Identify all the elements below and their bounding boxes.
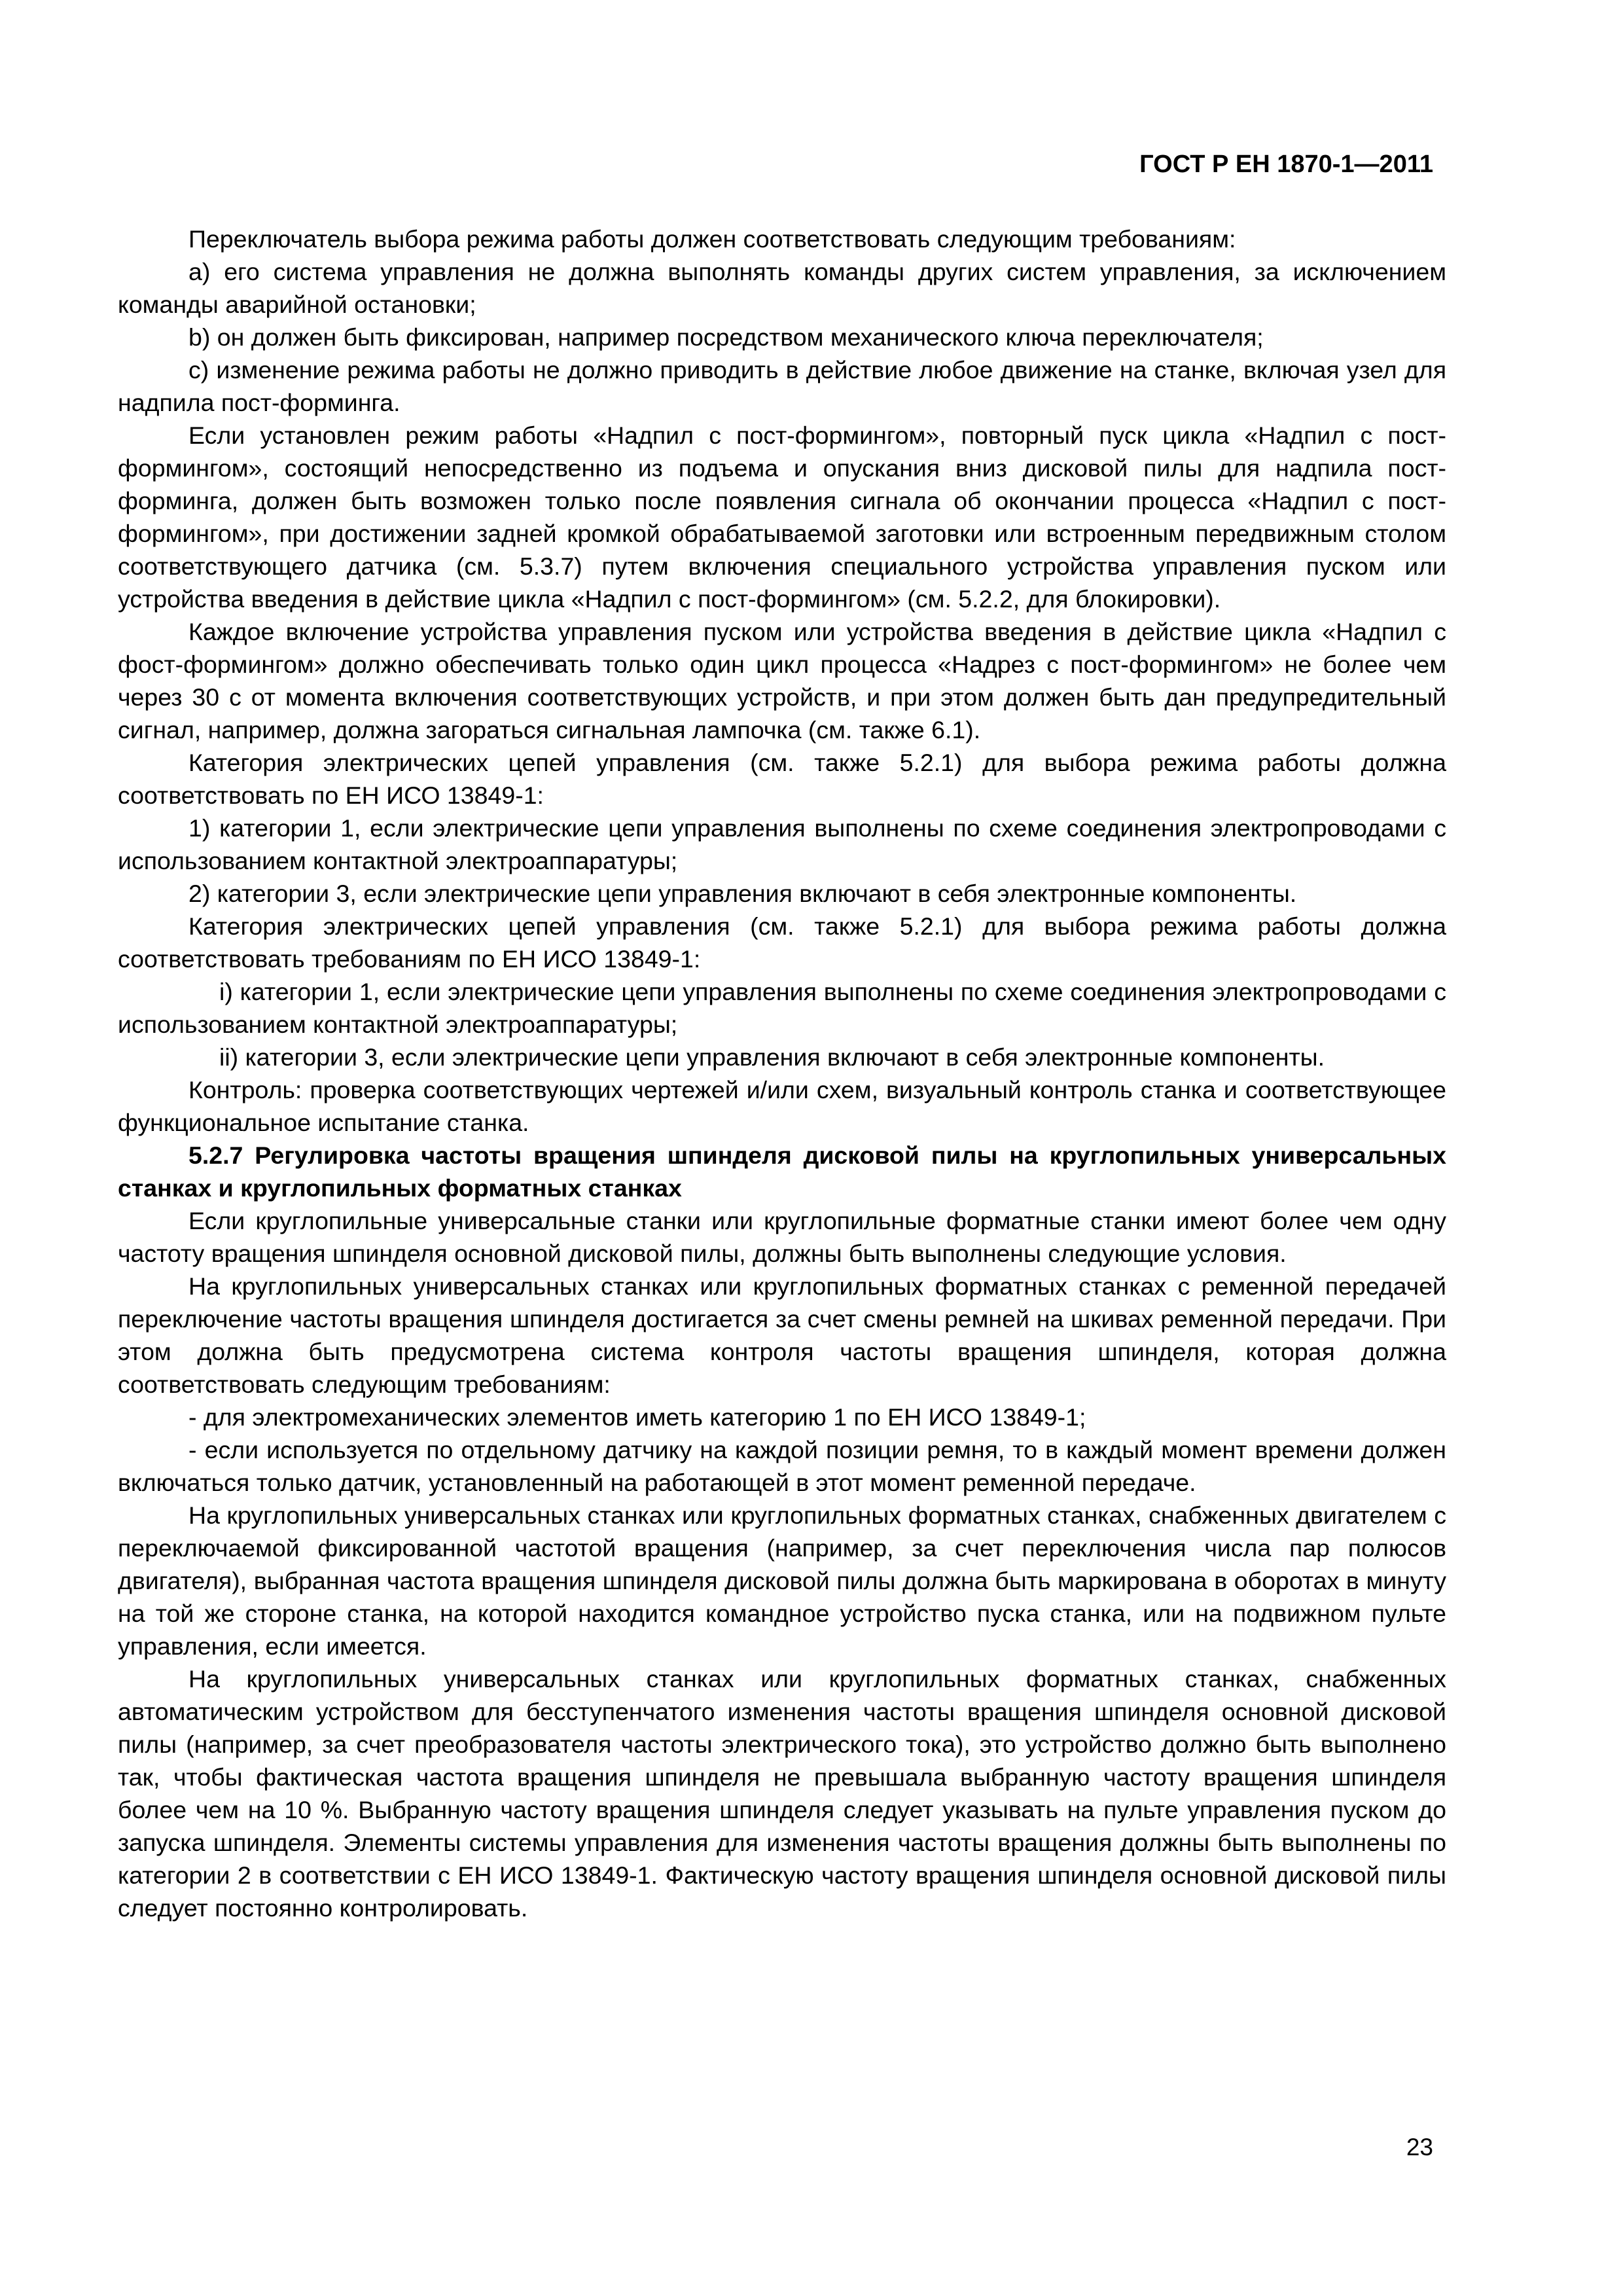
section-heading: 5.2.7 Регулировка частоты вращения шпинделя дисковой пилы на круглопильных универсальных станках и круглопильных форматных станках [118,1141,1446,1202]
list-item: b) он должен быть фиксирован, например посредством механического ключа переключателя; [188,323,1264,351]
paragraph: На круглопильных универсальных станках или круглопильных форматных станках, снабженных автоматическим устройством для бесступенчатого изменения частоты вращения шпинделя основной дисковой пилы (например, за счет преобразователя частоты электрического тока), это устройство должно быть выполнено так, чтобы фактическая частота вращения шпинделя не превышала выбранную частоту вращения шпинделя более чем на 10 %. Выбранную частоту вращения шпинделя следует указывать на пульте управления пуском до запуска шпинделя. Элементы системы управления для изменения частоты вращения должны быть выполнены по категории 2 в соответствии с ЕН ИСО 13849-1. Фактическую частоту вращения шпинделя основной дисковой пилы следует постоянно контролировать. [118,1665,1446,1922]
list-item: - если используется по отдельному датчику на каждой позиции ремня, то в каждый момент времени должен включаться только датчик, установленный на работающей в этот момент ременной передаче. [118,1436,1446,1496]
list-item: 2) категории 3, если электрические цепи управления включают в себя электронные компоненты. [188,880,1297,907]
page-number: 23 [1406,2134,1433,2161]
list-item: i) категории 1, если электрические цепи управления выполнены по схеме соединения электропроводами с использованием контактной электроаппаратуры; [118,978,1446,1038]
paragraph: Категория электрических цепей управления (см. также 5.2.1) для выбора режима работы должна соответствовать требованиям по ЕН ИСО 13849-1: [118,912,1446,973]
paragraph: Каждое включение устройства управления пуском или устройства введения в действие цикла «Надпил с фост-формингом» должно обеспечивать только один цикл процесса «Надрез с пост-формингом» не более чем через 30 с от момента включения соответствующих устройств, и при этом должен быть дан предупредительный сигнал, например, должна загораться сигнальная лампочка (см. также 6.1). [118,618,1446,744]
document-body [118,223,1446,1924]
paragraph: Если круглопильные универсальные станки или круглопильные форматные станки имеют более чем одну частоту вращения шпинделя основной дисковой пилы, должны быть выполнены следующие условия. [118,1207,1446,1267]
paragraph: Контроль: проверка соответствующих чертежей и/или схем, визуальный контроль станка и соответствующее функциональное испытание станка. [118,1076,1446,1136]
paragraph: На круглопильных универсальных станках или круглопильных форматных станках с ременной передачей переключение частоты вращения шпинделя достигается за счет смены ремней на шкивах ременной передачи. При этом должна быть предусмотрена система контроля частоты вращения шпинделя, которая должна соответствовать следующим требованиям: [118,1272,1446,1398]
paragraph: Категория электрических цепей управления (см. также 5.2.1) для выбора режима работы должна соответствовать по ЕН ИСО 13849-1: [118,749,1446,809]
paragraph: На круглопильных универсальных станках или круглопильных форматных станках, снабженных двигателем с переключаемой фиксированной частотой вращения (например, за счет переключения числа пар полюсов двигателя), выбранная частота вращения шпинделя дисковой пилы должна быть маркирована в оборотах в минуту на той же стороне станка, на которой находится командное устройство пуска станка, или на подвижном пульте управления, если имеется. [118,1501,1446,1660]
list-item: a) его система управления не должна выполнять команды других систем управления, за исключением команды аварийной остановки; [118,258,1446,318]
paragraph: Если установлен режим работы «Надпил с пост-формингом», повторный пуск цикла «Надпил с пост-формингом», состоящий непосредственно из подъема и опускания вниз дисковой пилы для надпила пост-форминга, должен быть возможен только после появления сигнала об окончании процесса «Надпил с пост-формингом», при достижении задней кромкой обрабатываемой заготовки или встроенным передвижным столом соответствующего датчика (см. 5.3.7) путем включения специального устройства управления пуском или устройства введения в действие цикла «Надпил с пост-формингом» (см. 5.2.2, для блокировки). [118,422,1446,613]
list-item: 1) категории 1, если электрические цепи управления выполнены по схеме соединения электропроводами с использованием контактной электроаппаратуры; [118,814,1446,874]
list-item: c) изменение режима работы не должно приводить в действие любое движение на станке, включая узел для надпила пост-форминга. [118,356,1446,416]
document-header-code: ГОСТ Р ЕН 1870-1—2011 [1139,151,1433,178]
list-item: ii) категории 3, если электрические цепи управления включают в себя электронные компоненты. [219,1043,1325,1071]
paragraph: Переключатель выбора режима работы должен соответствовать следующим требованиям: [188,225,1236,253]
list-item: - для электромеханических элементов иметь категорию 1 по ЕН ИСО 13849-1; [188,1403,1086,1431]
